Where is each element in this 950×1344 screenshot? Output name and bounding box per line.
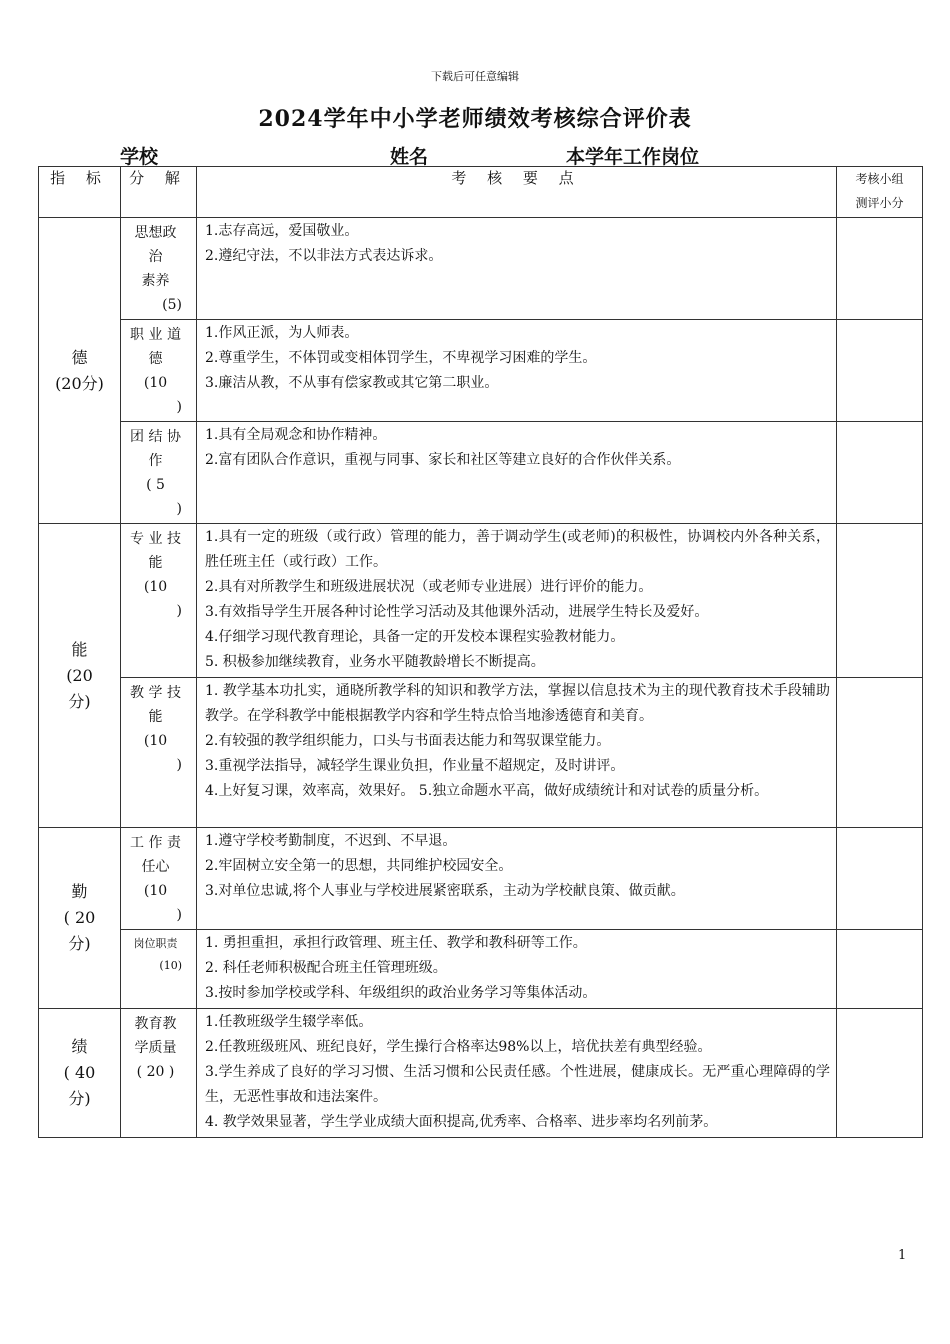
score-input-cell[interactable] <box>837 1009 923 1138</box>
key-points-cell <box>197 1009 837 1138</box>
key-point-item: 1. 勇担重担，承担行政管理、班主任、教学和教科研等工作。 <box>205 935 587 951</box>
breakdown-cell <box>121 320 197 422</box>
key-point-item: 5. 积极参加继续教育，业务水平随教龄增长不断提高。 <box>205 654 545 670</box>
key-points-cell <box>197 218 837 320</box>
category-points-cont: 分) <box>68 1089 91 1108</box>
breakdown-line: 职 业 道 <box>130 327 181 343</box>
page-number: 1 <box>898 1248 907 1263</box>
breakdown-cell <box>121 930 197 1009</box>
breakdown-line: ( 20 ) <box>136 1064 175 1080</box>
category-points-cont: 分) <box>68 934 91 953</box>
breakdown-line: (5) <box>162 297 182 313</box>
page-title: 2024学年中小学老师绩效考核综合评价表 <box>258 106 692 132</box>
header-score-line2: 测评小分 <box>855 196 904 210</box>
header-key-points: 考 核 要 点 <box>197 167 837 218</box>
key-point-item: 4. 教学效果显著，学生学业成绩大面积提高,优秀率、合格率、进步率均名列前茅。 <box>205 1114 718 1130</box>
category-name: 德 <box>71 347 88 367</box>
score-input-cell[interactable] <box>837 930 923 1009</box>
key-point-item: 3.学生养成了良好的学习习惯、生活习惯和公民责任感。个性进展，健康成长。无严重心理障碍的学生，无恶性事故和违法案件。 <box>205 1064 830 1105</box>
key-points-cell <box>197 422 837 524</box>
breakdown-line: 任心 <box>141 859 170 875</box>
breakdown-line: 作 <box>148 453 163 469</box>
key-point-item: 4.仔细学习现代教育理论，具备一定的开发校本课程实验教材能力。 <box>205 629 625 645</box>
category-cell <box>39 1009 121 1138</box>
category-points-cont: 分) <box>68 691 91 711</box>
evaluation-table <box>38 166 923 1138</box>
key-point-item: 3.重视学法指导，减轻学生课业负担，作业量不超规定，及时讲评。 <box>205 758 625 774</box>
key-point-item: 1.遵守学校考勤制度，不迟到、不早退。 <box>205 833 457 849</box>
key-point-item: 2.有较强的教学组织能力，口头与书面表达能力和驾驭课堂能力。 <box>205 733 611 749</box>
breakdown-cell <box>121 828 197 930</box>
score-input-cell[interactable] <box>837 422 923 524</box>
score-input-cell[interactable] <box>837 828 923 930</box>
key-point-item: 4.上好复习课，效率高，效果好。 5.独立命题水平高，做好成绩统计和对试卷的质量分析。 <box>205 783 769 799</box>
header-row <box>39 167 923 218</box>
category-points: (20 <box>66 665 93 685</box>
score-input-cell[interactable] <box>837 524 923 678</box>
breakdown-cell <box>121 218 197 320</box>
table-row <box>39 320 923 422</box>
category-name: 绩 <box>71 1037 88 1056</box>
score-input-cell[interactable] <box>837 320 923 422</box>
breakdown-line: 治 <box>148 249 163 265</box>
breakdown-line: 学质量 <box>134 1040 177 1056</box>
category-points: ( 40 <box>63 1063 96 1082</box>
breakdown-line: (10 <box>143 579 168 595</box>
breakdown-line: ( 5 <box>146 477 165 493</box>
header-score <box>837 167 923 218</box>
key-point-item: 2.牢固树立安全第一的思想，共同维护校园安全。 <box>205 858 513 874</box>
category-name: 能 <box>71 639 88 659</box>
key-point-item: 2.富有团队合作意识，重视与同事、家长和社区等建立良好的合作伙伴关系。 <box>205 452 681 468</box>
breakdown-line: ) <box>176 603 182 619</box>
breakdown-cell <box>121 422 197 524</box>
key-point-item: 1.作风正派，为人师表。 <box>205 325 359 341</box>
key-point-item: 1.具有全局观念和协作精神。 <box>205 427 387 443</box>
school-label: 学校 <box>120 146 159 168</box>
position-label: 本学年工作岗位 <box>566 146 700 168</box>
breakdown-line: 思想政 <box>134 225 177 241</box>
category-cell <box>39 524 121 828</box>
table-row <box>39 524 923 678</box>
table-row <box>39 422 923 524</box>
breakdown-line: (10 <box>143 883 168 899</box>
category-points: ( 20 <box>63 908 96 927</box>
key-point-item: 2.尊重学生，不体罚或变相体罚学生，不卑视学习困难的学生。 <box>205 350 597 366</box>
key-points-cell <box>197 930 837 1009</box>
breakdown-line: (10 <box>143 733 168 749</box>
key-point-item: 1.具有一定的班级（或行政）管理的能力，善于调动学生(或老师)的积极性，协调校内外各种关系，胜任班主任（或行政）工作。 <box>205 529 830 570</box>
breakdown-line: ) <box>176 907 182 923</box>
breakdown-line: ) <box>176 501 182 517</box>
key-point-item: 1.任教班级学生辍学率低。 <box>205 1014 373 1030</box>
key-point-item: 2. 科任老师积极配合班主任管理班级。 <box>205 960 447 976</box>
key-point-item: 3.廉洁从教，不从事有偿家教或其它第二职业。 <box>205 375 499 391</box>
category-cell <box>39 218 121 524</box>
table-row <box>39 1009 923 1138</box>
key-point-item: 1. 教学基本功扎实，通晓所教学科的知识和教学方法，掌握以信息技术为主的现代教育技术手段辅助教学。在学科教学中能根据教学内容和学生特点恰当地渗透德育和美育。 <box>205 683 830 724</box>
breakdown-line: 工 作 责 <box>130 835 181 851</box>
download-note: 下载后可任意编辑 <box>431 70 519 83</box>
breakdown-line: 能 <box>148 709 163 725</box>
breakdown-cell <box>121 678 197 828</box>
breakdown-line: 素养 <box>141 273 170 289</box>
score-input-cell[interactable] <box>837 678 923 828</box>
table-row <box>39 930 923 1009</box>
breakdown-cell <box>121 1009 197 1138</box>
breakdown-line: ) <box>176 757 182 773</box>
breakdown-line: (10) <box>159 959 182 972</box>
table-row <box>39 678 923 828</box>
category-points: (20分) <box>55 373 104 393</box>
table-row <box>39 218 923 320</box>
info-row <box>38 142 880 167</box>
key-point-item: 2.遵纪守法，不以非法方式表达诉求。 <box>205 248 443 264</box>
key-point-item: 3.按时参加学校或学科、年级组织的政治业务学习等集体活动。 <box>205 985 597 1001</box>
table-row <box>39 828 923 930</box>
breakdown-line: (10 <box>143 375 168 391</box>
breakdown-line: 专 业 技 <box>130 531 181 547</box>
key-points-cell <box>197 320 837 422</box>
key-point-item: 3.有效指导学生开展各种讨论性学习活动及其他课外活动，进展学生特长及爱好。 <box>205 604 709 620</box>
key-points-cell <box>197 524 837 678</box>
category-name: 勤 <box>71 882 88 901</box>
breakdown-line: ) <box>176 399 182 415</box>
breakdown-cell <box>121 524 197 678</box>
header-score-line1: 考核小组 <box>855 172 904 186</box>
breakdown-line: 教 学 技 <box>130 685 181 701</box>
breakdown-line: 德 <box>148 351 163 367</box>
key-point-item: 2.具有对所教学生和班级进展状况（或老师专业进展）进行评价的能力。 <box>205 579 653 595</box>
category-cell <box>39 828 121 1009</box>
name-label: 姓名 <box>390 146 429 168</box>
key-point-item: 3.对单位忠诚,将个人事业与学校进展紧密联系，主动为学校献良策、做贡献。 <box>205 883 685 899</box>
breakdown-line: 能 <box>148 555 163 571</box>
header-indicator: 指 标 <box>39 167 121 218</box>
breakdown-line: 岗位职责 <box>133 937 178 950</box>
key-point-item: 1.志存高远，爱国敬业。 <box>205 223 359 239</box>
key-points-cell <box>197 678 837 828</box>
header-breakdown: 分 解 <box>121 167 197 218</box>
key-points-cell <box>197 828 837 930</box>
score-input-cell[interactable] <box>837 218 923 320</box>
breakdown-line: 教育教 <box>134 1016 177 1032</box>
key-point-item: 2.任教班级班风、班纪良好，学生操行合格率达98%以上，培优扶差有典型经验。 <box>205 1039 712 1055</box>
breakdown-line: 团 结 协 <box>130 429 181 445</box>
